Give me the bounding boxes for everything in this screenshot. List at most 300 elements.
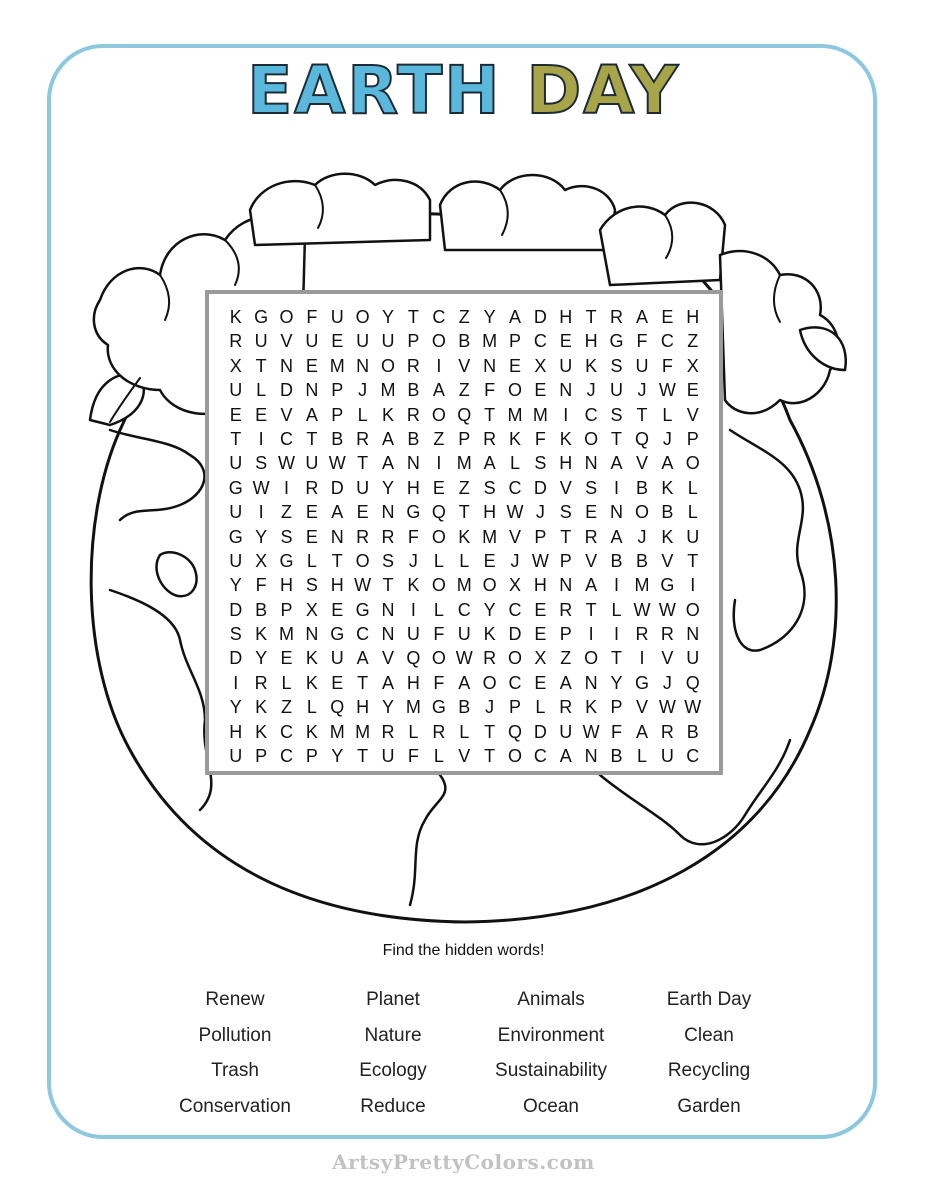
grid-letter[interactable]: L (459, 721, 470, 742)
grid-letter[interactable]: Z (280, 502, 292, 523)
grid-letter[interactable]: U (559, 355, 573, 376)
grid-letter[interactable]: Q (330, 697, 345, 718)
grid-letter[interactable]: X (305, 599, 318, 620)
grid-letter[interactable]: R (356, 428, 370, 449)
grid-letter[interactable]: X (534, 648, 547, 669)
grid-letter[interactable]: P (686, 428, 699, 449)
grid-letter[interactable]: Y (229, 697, 242, 718)
grid-letter[interactable]: A (610, 453, 623, 474)
grid-letter[interactable]: C (279, 428, 293, 449)
grid-letter[interactable]: L (509, 453, 520, 474)
grid-letter[interactable]: U (305, 331, 319, 352)
grid-letter[interactable]: M (355, 721, 371, 742)
grid-letter[interactable]: A (432, 380, 445, 401)
grid-letter[interactable]: D (508, 624, 522, 645)
grid-letter[interactable]: Z (458, 477, 470, 498)
grid-letter[interactable]: J (535, 502, 545, 523)
grid-letter[interactable]: D (533, 307, 547, 327)
grid-letter[interactable]: Y (331, 746, 344, 767)
grid-letter[interactable]: H (483, 502, 497, 523)
grid-letter[interactable]: T (611, 428, 623, 449)
grid-letter[interactable]: L (535, 697, 546, 718)
grid-letter[interactable]: V (635, 697, 648, 718)
grid-letter[interactable]: V (559, 477, 572, 498)
grid-letter[interactable]: L (281, 672, 292, 693)
grid-letter[interactable]: R (305, 477, 319, 498)
grid-letter[interactable]: Y (255, 648, 268, 669)
grid-letter[interactable]: H (330, 575, 344, 596)
grid-letter[interactable]: I (258, 502, 264, 523)
grid-letter[interactable]: P (559, 550, 572, 571)
grid-letter[interactable]: C (686, 746, 700, 767)
grid-letter[interactable]: I (233, 672, 239, 693)
grid-letter[interactable]: M (532, 404, 548, 425)
grid-letter[interactable]: B (458, 697, 471, 718)
grid-letter[interactable]: P (280, 599, 293, 620)
grid-letter[interactable]: N (381, 502, 395, 523)
grid-letter[interactable]: E (280, 648, 293, 669)
grid-letter[interactable]: B (610, 550, 623, 571)
grid-letter[interactable]: E (483, 550, 496, 571)
grid-letter[interactable]: A (508, 307, 521, 327)
grid-letter[interactable]: J (662, 428, 672, 449)
grid-letter[interactable]: D (533, 721, 547, 742)
grid-letter[interactable]: L (433, 599, 444, 620)
grid-letter[interactable]: H (559, 307, 573, 327)
grid-letter[interactable]: S (255, 453, 268, 474)
grid-letter[interactable]: L (433, 550, 444, 571)
grid-letter[interactable]: L (306, 550, 317, 571)
grid-letter[interactable]: W (633, 599, 651, 620)
grid-letter[interactable]: A (559, 672, 572, 693)
grid-letter[interactable]: U (381, 746, 395, 767)
grid-letter[interactable]: M (456, 453, 472, 474)
grid-letter[interactable]: H (229, 721, 243, 742)
grid-letter[interactable]: Y (382, 307, 395, 327)
grid-letter[interactable]: G (279, 550, 294, 571)
grid-letter[interactable]: L (662, 404, 673, 425)
grid-letter[interactable]: I (563, 404, 569, 425)
grid-letter[interactable]: C (457, 599, 471, 620)
grid-letter[interactable]: L (357, 404, 368, 425)
grid-letter[interactable]: H (279, 575, 293, 596)
grid-letter[interactable]: E (229, 404, 242, 425)
grid-letter[interactable]: Y (483, 307, 496, 327)
grid-letter[interactable]: Z (458, 307, 470, 327)
grid-letter[interactable]: A (585, 575, 598, 596)
grid-letter[interactable]: K (508, 428, 521, 449)
grid-letter[interactable]: N (381, 624, 395, 645)
grid-letter[interactable]: N (406, 453, 420, 474)
grid-letter[interactable]: P (255, 746, 268, 767)
grid-letter[interactable]: T (636, 404, 648, 425)
grid-letter[interactable]: W (328, 453, 346, 474)
grid-letter[interactable]: O (584, 428, 599, 449)
grid-letter[interactable]: N (305, 624, 319, 645)
grid-letter[interactable]: Y (610, 672, 623, 693)
grid-letter[interactable]: H (533, 575, 547, 596)
grid-letter[interactable]: R (483, 648, 497, 669)
grid-letter[interactable]: P (610, 697, 623, 718)
grid-letter[interactable]: I (588, 624, 594, 645)
grid-letter[interactable]: T (687, 550, 699, 571)
grid-letter[interactable]: O (507, 648, 522, 669)
grid-letter[interactable]: B (635, 550, 648, 571)
grid-letter[interactable]: W (582, 721, 600, 742)
grid-letter[interactable]: U (610, 380, 624, 401)
grid-letter[interactable]: V (458, 746, 471, 767)
grid-letter[interactable]: U (356, 331, 370, 352)
grid-letter[interactable]: U (229, 502, 243, 523)
grid-letter[interactable]: F (407, 746, 419, 767)
grid-letter[interactable]: T (331, 550, 343, 571)
grid-letter[interactable]: S (229, 624, 242, 645)
grid-letter[interactable]: C (533, 746, 547, 767)
grid-letter[interactable]: I (258, 428, 264, 449)
grid-letter[interactable]: C (432, 307, 446, 327)
grid-letter[interactable]: Z (433, 428, 445, 449)
grid-letter[interactable]: M (482, 526, 498, 547)
grid-letter[interactable]: V (635, 453, 648, 474)
grid-letter[interactable]: O (355, 550, 370, 571)
grid-letter[interactable]: H (406, 477, 420, 498)
grid-letter[interactable]: T (484, 404, 496, 425)
grid-letter[interactable]: E (305, 502, 318, 523)
grid-letter[interactable]: R (660, 721, 674, 742)
grid-letter[interactable]: F (407, 526, 419, 547)
grid-letter[interactable]: F (255, 575, 267, 596)
grid-letter[interactable]: A (331, 502, 344, 523)
grid-letter[interactable]: S (610, 355, 623, 376)
grid-letter[interactable]: C (508, 599, 522, 620)
grid-letter[interactable]: N (584, 453, 598, 474)
grid-letter[interactable]: G (406, 502, 421, 523)
grid-letter[interactable]: T (357, 453, 369, 474)
grid-letter[interactable]: L (636, 746, 647, 767)
grid-letter[interactable]: E (534, 672, 547, 693)
grid-letter[interactable]: O (431, 526, 446, 547)
grid-letter[interactable]: D (330, 477, 344, 498)
grid-letter[interactable]: S (280, 526, 293, 547)
grid-letter[interactable]: S (610, 404, 623, 425)
grid-letter[interactable]: N (686, 624, 700, 645)
grid-letter[interactable]: U (229, 453, 243, 474)
grid-letter[interactable]: D (229, 648, 243, 669)
grid-letter[interactable]: S (305, 575, 318, 596)
grid-letter[interactable]: I (436, 355, 442, 376)
grid-letter[interactable]: U (229, 380, 243, 401)
grid-letter[interactable]: G (330, 624, 345, 645)
grid-letter[interactable]: W (658, 697, 676, 718)
grid-letter[interactable]: C (279, 721, 293, 742)
grid-letter[interactable]: N (584, 672, 598, 693)
grid-letter[interactable]: O (634, 502, 649, 523)
grid-letter[interactable]: O (355, 307, 370, 327)
grid-letter[interactable]: C (533, 331, 547, 352)
grid-letter[interactable]: G (228, 526, 243, 547)
grid-letter[interactable]: I (614, 575, 620, 596)
grid-letter[interactable]: Q (431, 502, 446, 523)
grid-letter[interactable]: M (507, 404, 523, 425)
grid-letter[interactable]: A (382, 672, 395, 693)
grid-letter[interactable]: K (458, 526, 471, 547)
grid-letter[interactable]: A (610, 526, 623, 547)
grid-letter[interactable]: T (357, 672, 369, 693)
grid-letter[interactable]: O (685, 453, 700, 474)
grid-letter[interactable]: L (611, 599, 622, 620)
grid-letter[interactable]: R (406, 404, 420, 425)
grid-letter[interactable]: R (356, 526, 370, 547)
grid-letter[interactable]: C (508, 672, 522, 693)
grid-letter[interactable]: L (433, 746, 444, 767)
grid-letter[interactable]: Q (634, 428, 649, 449)
grid-letter[interactable]: T (458, 502, 470, 523)
grid-letter[interactable]: C (584, 404, 598, 425)
grid-letter[interactable]: T (255, 355, 267, 376)
grid-letter[interactable]: Q (457, 404, 472, 425)
grid-letter[interactable]: K (255, 624, 268, 645)
grid-letter[interactable]: L (687, 477, 698, 498)
grid-letter[interactable]: R (406, 355, 420, 376)
grid-letter[interactable]: K (585, 355, 598, 376)
grid-letter[interactable]: V (508, 526, 521, 547)
grid-letter[interactable]: X (686, 355, 699, 376)
grid-letter[interactable]: I (436, 453, 442, 474)
grid-letter[interactable]: R (381, 721, 395, 742)
grid-letter[interactable]: L (459, 550, 470, 571)
grid-letter[interactable]: E (305, 355, 318, 376)
grid-letter[interactable]: P (331, 380, 344, 401)
grid-letter[interactable]: B (407, 380, 420, 401)
grid-letter[interactable]: I (639, 648, 645, 669)
grid-letter[interactable]: M (405, 697, 421, 718)
grid-letter[interactable]: H (559, 453, 573, 474)
grid-letter[interactable]: U (229, 550, 243, 571)
grid-letter[interactable]: T (484, 746, 496, 767)
grid-letter[interactable]: Y (255, 526, 268, 547)
grid-letter[interactable]: K (661, 477, 674, 498)
grid-letter[interactable]: B (458, 331, 471, 352)
grid-letter[interactable]: U (381, 331, 395, 352)
grid-letter[interactable]: V (280, 331, 293, 352)
grid-letter[interactable]: X (508, 575, 521, 596)
grid-letter[interactable]: B (686, 721, 699, 742)
grid-letter[interactable]: P (559, 624, 572, 645)
grid-letter[interactable]: U (660, 746, 674, 767)
grid-letter[interactable]: S (585, 477, 598, 498)
grid-letter[interactable]: J (358, 380, 368, 401)
grid-letter[interactable]: A (356, 648, 369, 669)
grid-letter[interactable]: K (559, 428, 572, 449)
grid-letter[interactable]: W (658, 599, 676, 620)
grid-letter[interactable]: I (690, 575, 696, 596)
grid-letter[interactable]: P (508, 697, 521, 718)
grid-letter[interactable]: I (283, 477, 289, 498)
grid-letter[interactable]: R (660, 624, 674, 645)
grid-letter[interactable]: E (356, 502, 369, 523)
grid-letter[interactable]: E (432, 477, 445, 498)
grid-letter[interactable]: T (585, 599, 597, 620)
grid-letter[interactable]: M (329, 721, 345, 742)
grid-letter[interactable]: K (305, 721, 318, 742)
grid-letter[interactable]: N (584, 746, 598, 767)
grid-letter[interactable]: N (559, 380, 573, 401)
grid-letter[interactable]: R (559, 599, 573, 620)
grid-letter[interactable]: O (431, 331, 446, 352)
grid-letter[interactable]: L (306, 697, 317, 718)
grid-letter[interactable]: M (329, 355, 345, 376)
grid-letter[interactable]: E (686, 380, 699, 401)
grid-letter[interactable]: F (306, 307, 318, 327)
grid-letter[interactable]: I (410, 599, 416, 620)
grid-letter[interactable]: Q (685, 672, 700, 693)
grid-letter[interactable]: N (356, 355, 370, 376)
grid-letter[interactable]: N (330, 526, 344, 547)
grid-letter[interactable]: G (634, 672, 649, 693)
grid-letter[interactable]: O (685, 599, 700, 620)
grid-letter[interactable]: B (635, 477, 648, 498)
grid-letter[interactable]: U (229, 746, 243, 767)
grid-letter[interactable]: R (559, 697, 573, 718)
grid-letter[interactable]: G (609, 331, 624, 352)
grid-letter[interactable]: G (254, 307, 269, 327)
grid-letter[interactable]: V (585, 550, 598, 571)
grid-letter[interactable]: T (560, 526, 572, 547)
grid-letter[interactable]: R (610, 307, 624, 327)
grid-letter[interactable]: T (611, 648, 623, 669)
grid-letter[interactable]: E (534, 380, 547, 401)
grid-letter[interactable]: R (483, 428, 497, 449)
grid-letter[interactable]: E (331, 672, 344, 693)
grid-letter[interactable]: V (458, 355, 471, 376)
grid-letter[interactable]: W (354, 575, 372, 596)
grid-letter[interactable]: G (660, 575, 675, 596)
grid-letter[interactable]: E (331, 331, 344, 352)
grid-letter[interactable]: K (255, 721, 268, 742)
grid-letter[interactable]: U (686, 648, 700, 669)
grid-letter[interactable]: N (279, 355, 293, 376)
grid-letter[interactable]: O (431, 648, 446, 669)
grid-letter[interactable]: J (408, 550, 418, 571)
grid-letter[interactable]: W (252, 477, 270, 498)
grid-letter[interactable]: A (382, 428, 395, 449)
grid-letter[interactable]: J (510, 550, 520, 571)
grid-letter[interactable]: U (457, 624, 471, 645)
grid-letter[interactable]: L (687, 502, 698, 523)
grid-letter[interactable]: V (686, 404, 699, 425)
grid-letter[interactable]: B (661, 502, 674, 523)
grid-letter[interactable]: P (331, 404, 344, 425)
grid-letter[interactable]: E (585, 502, 598, 523)
grid-letter[interactable]: W (531, 550, 549, 571)
grid-letter[interactable]: O (279, 307, 294, 327)
grid-letter[interactable]: R (229, 331, 243, 352)
grid-letter[interactable]: E (331, 599, 344, 620)
grid-letter[interactable]: U (330, 648, 344, 669)
grid-letter[interactable]: E (534, 624, 547, 645)
grid-letter[interactable]: K (382, 404, 395, 425)
grid-letter[interactable]: O (507, 746, 522, 767)
grid-letter[interactable]: M (456, 575, 472, 596)
grid-letter[interactable]: G (355, 599, 370, 620)
grid-letter[interactable]: Y (382, 697, 395, 718)
grid-letter[interactable]: Z (458, 380, 470, 401)
grid-letter[interactable]: U (305, 453, 319, 474)
grid-letter[interactable]: E (508, 355, 521, 376)
grid-letter[interactable]: A (635, 721, 648, 742)
grid-letter[interactable]: E (534, 599, 547, 620)
grid-letter[interactable]: M (634, 575, 650, 596)
grid-letter[interactable]: U (635, 355, 649, 376)
grid-letter[interactable]: J (637, 380, 647, 401)
grid-letter[interactable]: R (635, 624, 649, 645)
grid-letter[interactable]: F (484, 380, 496, 401)
grid-letter[interactable]: E (305, 526, 318, 547)
grid-letter[interactable]: P (458, 428, 471, 449)
grid-letter[interactable]: A (635, 307, 648, 327)
grid-letter[interactable]: W (277, 453, 295, 474)
grid-letter[interactable]: V (661, 648, 674, 669)
grid-letter[interactable]: C (508, 477, 522, 498)
grid-letter[interactable]: A (661, 453, 674, 474)
grid-letter[interactable]: K (585, 697, 598, 718)
grid-letter[interactable]: V (280, 404, 293, 425)
grid-letter[interactable]: M (380, 380, 396, 401)
grid-letter[interactable]: V (661, 550, 674, 571)
grid-letter[interactable]: T (306, 428, 318, 449)
grid-letter[interactable]: N (305, 380, 319, 401)
grid-letter[interactable]: X (255, 550, 268, 571)
grid-letter[interactable]: N (610, 502, 624, 523)
grid-letter[interactable]: J (662, 672, 672, 693)
grid-letter[interactable]: M (482, 331, 498, 352)
grid-letter[interactable]: O (482, 575, 497, 596)
grid-letter[interactable]: F (433, 624, 445, 645)
grid-letter[interactable]: O (431, 575, 446, 596)
grid-letter[interactable]: S (483, 477, 496, 498)
grid-letter[interactable]: O (431, 404, 446, 425)
grid-letter[interactable]: J (485, 697, 495, 718)
grid-letter[interactable]: Y (229, 575, 242, 596)
grid-letter[interactable]: U (330, 307, 344, 327)
grid-letter[interactable]: O (507, 380, 522, 401)
grid-letter[interactable]: M (278, 624, 294, 645)
grid-letter[interactable]: K (229, 307, 242, 327)
grid-letter[interactable]: Z (280, 697, 292, 718)
grid-letter[interactable]: U (559, 721, 573, 742)
grid-letter[interactable]: K (407, 575, 420, 596)
grid-letter[interactable]: Z (687, 331, 699, 352)
grid-letter[interactable]: E (255, 404, 268, 425)
grid-letter[interactable]: O (482, 672, 497, 693)
grid-letter[interactable]: B (255, 599, 268, 620)
grid-letter[interactable]: U (686, 526, 700, 547)
grid-letter[interactable]: E (661, 307, 674, 327)
grid-letter[interactable]: P (534, 526, 547, 547)
grid-letter[interactable]: W (658, 380, 676, 401)
grid-letter[interactable]: A (458, 672, 471, 693)
grid-letter[interactable]: D (229, 599, 243, 620)
grid-letter[interactable]: R (254, 672, 268, 693)
grid-letter[interactable]: T (407, 307, 419, 327)
grid-letter[interactable]: C (356, 624, 370, 645)
grid-letter[interactable]: F (661, 355, 673, 376)
grid-letter[interactable]: U (406, 624, 420, 645)
grid-letter[interactable]: C (279, 746, 293, 767)
grid-letter[interactable]: B (407, 428, 420, 449)
grid-letter[interactable]: B (331, 428, 344, 449)
grid-letter[interactable]: H (686, 307, 700, 327)
